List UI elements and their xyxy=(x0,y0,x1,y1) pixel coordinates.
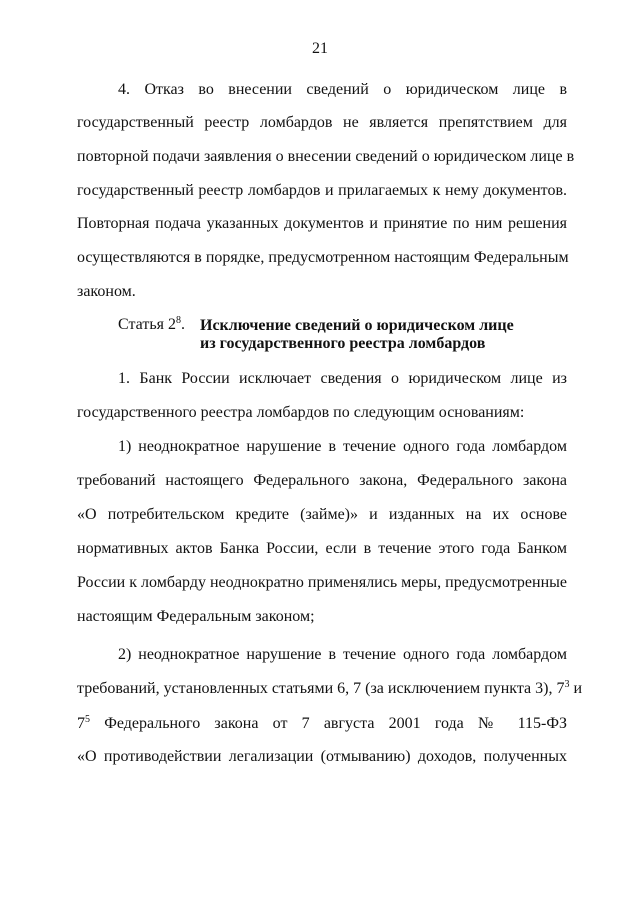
article-title-line-2: из государственного реестра ломбардов xyxy=(200,335,486,352)
paragraph-4-line-6: осуществляются в порядке, предусмотренном настоящим Федеральным xyxy=(77,249,569,266)
item-2-line-3: $7^5$ Федерального закона от 7 августа 2001 года № 115-ФЗ xyxy=(77,714,567,732)
item-1-line-4: нормативных актов Банка России, если в течение этого года Банком xyxy=(77,540,567,557)
item-1-line-6: настоящим Федеральным законом; xyxy=(77,608,315,625)
paragraph-4-line-2: государственный реестр ломбардов не является препятствием для xyxy=(77,114,567,131)
item-2-line-4: «О противодействии легализации (отмыванию) доходов, полученных xyxy=(77,748,567,765)
paragraph-4-line-1: 4. Отказ во внесении сведений о юридическом лице в xyxy=(118,81,567,98)
paragraph-4-line-3: повторной подачи заявления о внесении сведений о юридическом лице в xyxy=(77,148,575,165)
paragraph-4-line-7: законом. xyxy=(77,283,136,300)
item-1-line-3: «О потребительском кредите (займе)» и изданных на их основе xyxy=(77,506,567,523)
item-1-line-5: России к ломбарду неоднократно применялись меры, предусмотренные xyxy=(77,574,567,591)
article-title-line-1: Исключение сведений о юридическом лице xyxy=(200,317,514,334)
paragraph-1-line-2: государственного реестра ломбардов по следующим основаниям: xyxy=(77,404,525,421)
item-1-line-1: 1) неоднократное нарушение в течение одного года ломбардом xyxy=(118,438,567,455)
page-number: 21 xyxy=(312,40,328,57)
item-1-line-2: требований настоящего Федерального закона, Федерального закона xyxy=(77,472,567,489)
paragraph-4-line-4: государственный реестр ломбардов и прилагаемых к нему документов. xyxy=(77,182,567,199)
article-label: Статья $2^8$. xyxy=(118,315,185,333)
paragraph-4-line-5: Повторная подача указанных документов и принятие по ним решения xyxy=(77,215,567,232)
paragraph-1-line-1: 1. Банк России исключает сведения о юридическом лице из xyxy=(118,370,567,387)
item-2-line-1: 2) неоднократное нарушение в течение одного года ломбардом xyxy=(118,646,567,663)
item-2-line-2: требований, установленных статьями 6, 7 (за исключением пункта 3), $7^3$ и xyxy=(77,679,583,697)
